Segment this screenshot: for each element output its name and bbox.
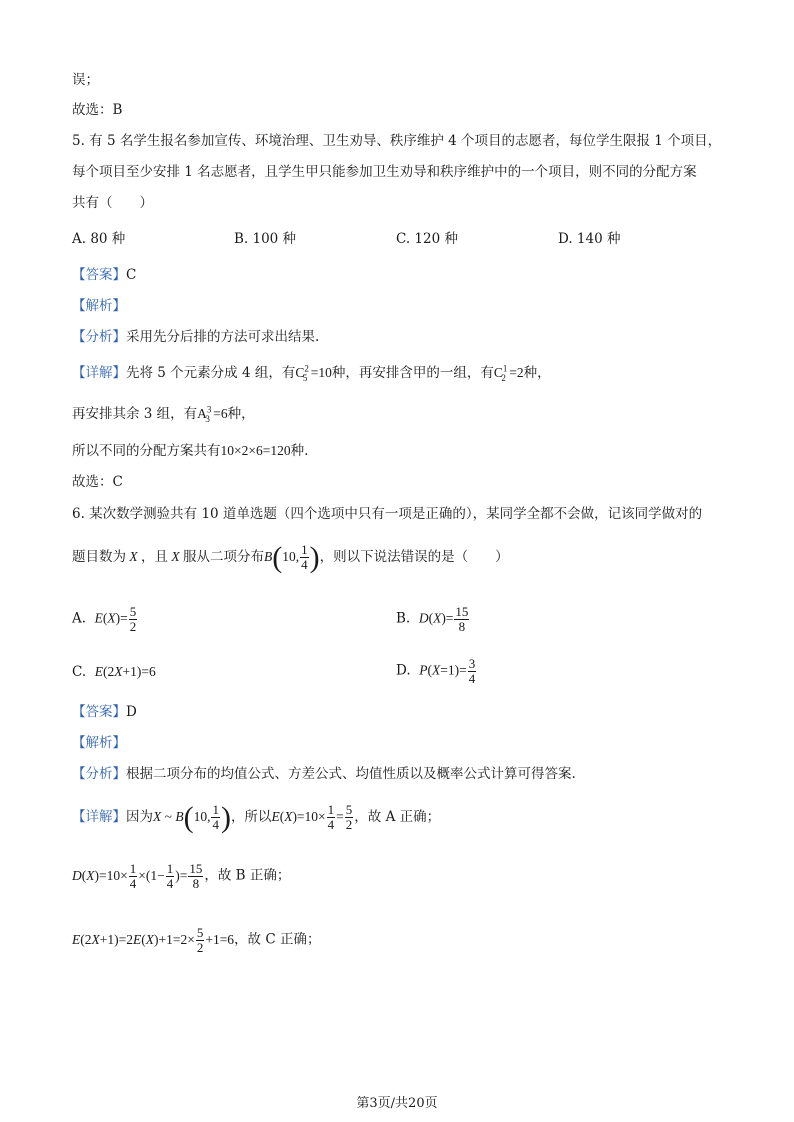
q6-detail-line-1 xyxy=(72,798,440,837)
detail-tag: 【详解】 xyxy=(72,809,126,825)
detail-text: 种. xyxy=(290,443,309,459)
q5-stem-line-3: 共有（ ） xyxy=(72,195,153,211)
detail-text: 所以不同的分配方案共有 xyxy=(72,443,221,459)
q6-analysis-line xyxy=(72,766,576,784)
q5-option-b: B. 100 种 xyxy=(234,231,297,247)
q5-option-a: A. 80 种 xyxy=(72,231,126,247)
analysis-sub-tag: 【分析】 xyxy=(72,329,126,345)
q6-detail-line-2 xyxy=(72,862,290,890)
detail-text: ，所以 xyxy=(230,809,272,825)
formula: X xyxy=(126,549,141,564)
analysis-sub-tag: 【分析】 xyxy=(72,766,126,782)
formula: X xyxy=(168,549,183,564)
q5-analysis-line xyxy=(72,329,319,347)
stem-text: ，且 xyxy=(141,549,168,565)
q6-option-c: C. E(2X+1)=6 xyxy=(72,664,156,680)
q5-answer-line xyxy=(72,267,136,285)
stem-text: ，则以下说法错误的是（ ） xyxy=(319,549,509,565)
page-footer: 第3页/共20页 xyxy=(356,1096,438,1111)
formula-binomial: B(10, $\frac{1}{4}$ ) xyxy=(264,541,320,574)
formula: $C^2_5 =10$ xyxy=(295,363,332,383)
formula: E(2X+1)=2E(X)+1=2× $\frac{5}{2}$ +1=6 xyxy=(72,925,235,955)
q6-option-d: D. P(X=1)= $\frac{3}{4}$ xyxy=(396,656,476,686)
stem-text: 服从二项分布 xyxy=(183,549,264,565)
q5-option-d: D. 140 种 xyxy=(558,231,621,247)
q6-stem-line-1: 6. 某次数学测验共有 10 道单选题（四个选项中只有一项是正确的），某同学全都不会做，记该同学做对的 xyxy=(72,506,703,522)
detail-text: 再安排其余 3 组，有 xyxy=(72,406,198,422)
answer-tag: 【答案】 xyxy=(72,704,126,720)
detail-text: 种，再安排含甲的一组，有 xyxy=(331,365,494,381)
option-label: C. xyxy=(72,664,87,680)
q6-option-b: B. D(X)= $\frac{15}{8}$ xyxy=(396,604,469,634)
option-label: D. xyxy=(396,662,411,679)
formula: X ~ B(10, $\frac{1}{4}$ ) xyxy=(153,801,231,834)
answer-value: D xyxy=(126,704,137,720)
analysis-tag: 【解析】 xyxy=(72,298,126,314)
q6-detail-line-3 xyxy=(72,926,320,954)
text-line: 故选：B xyxy=(72,102,123,118)
q5-option-c: C. 120 种 xyxy=(396,231,458,247)
q5-detail-line-3 xyxy=(72,442,308,461)
detail-text: 因为 xyxy=(126,809,153,825)
q6-stem-line-2 xyxy=(72,538,509,577)
text-line: 误； xyxy=(72,72,99,88)
formula: $C^1_2 =2$ xyxy=(493,363,524,383)
stem-text: 题目数为 xyxy=(72,549,126,565)
formula: 10×2×6=120 xyxy=(220,443,291,458)
q6-option-a: A. E(X)= $\frac{5}{2}$ xyxy=(72,604,137,634)
detail-text: ，故 B 正确； xyxy=(204,867,291,884)
detail-text: 种， xyxy=(523,365,551,381)
q5-detail-line-2 xyxy=(72,405,255,424)
detail-tag: 【详解】 xyxy=(72,365,126,381)
q5-stem-line-2: 每个项目至少安排 1 名志愿者，且学生甲只能参加卫生劝导和秩序维护中的一个项目，则不同的分配方案 xyxy=(72,164,697,180)
analysis-text: 根据二项分布的均值公式、方差公式、均值性质以及概率公式计算可得答案. xyxy=(126,766,576,782)
formula: E(X)=10× $\frac{1}{4}$ = $\frac{5}{2}$ xyxy=(271,802,353,832)
detail-text: ，故 C 正确； xyxy=(234,931,321,948)
answer-tag: 【答案】 xyxy=(72,267,126,283)
formula: $A^3_3 =6$ xyxy=(197,404,228,424)
answer-value: C xyxy=(126,267,137,283)
analysis-text: 采用先分后排的方法可求出结果. xyxy=(126,329,320,345)
q5-stem-line-1: 5. 有 5 名学生报名参加宣传、环境治理、卫生劝导、秩序维护 4 个项目的志愿者，每位学生限报 1 个项目， xyxy=(72,133,722,149)
detail-text: 先将 5 个元素分成 4 组，有 xyxy=(126,365,296,381)
q5-detail-line-1 xyxy=(72,364,551,383)
analysis-tag: 【解析】 xyxy=(72,735,126,751)
detail-text: 种， xyxy=(227,406,255,422)
detail-text: ，故 A 正确； xyxy=(354,809,441,825)
formula: D(X)=10× $\frac{1}{4}$ ×(1− $\frac{1}{4}$ )= $\frac{15}{8}$ xyxy=(72,861,203,891)
option-label: B. xyxy=(396,610,411,627)
q5-final: 故选：C xyxy=(72,474,123,490)
option-label: A. xyxy=(72,610,87,627)
q6-answer-line xyxy=(72,704,137,722)
